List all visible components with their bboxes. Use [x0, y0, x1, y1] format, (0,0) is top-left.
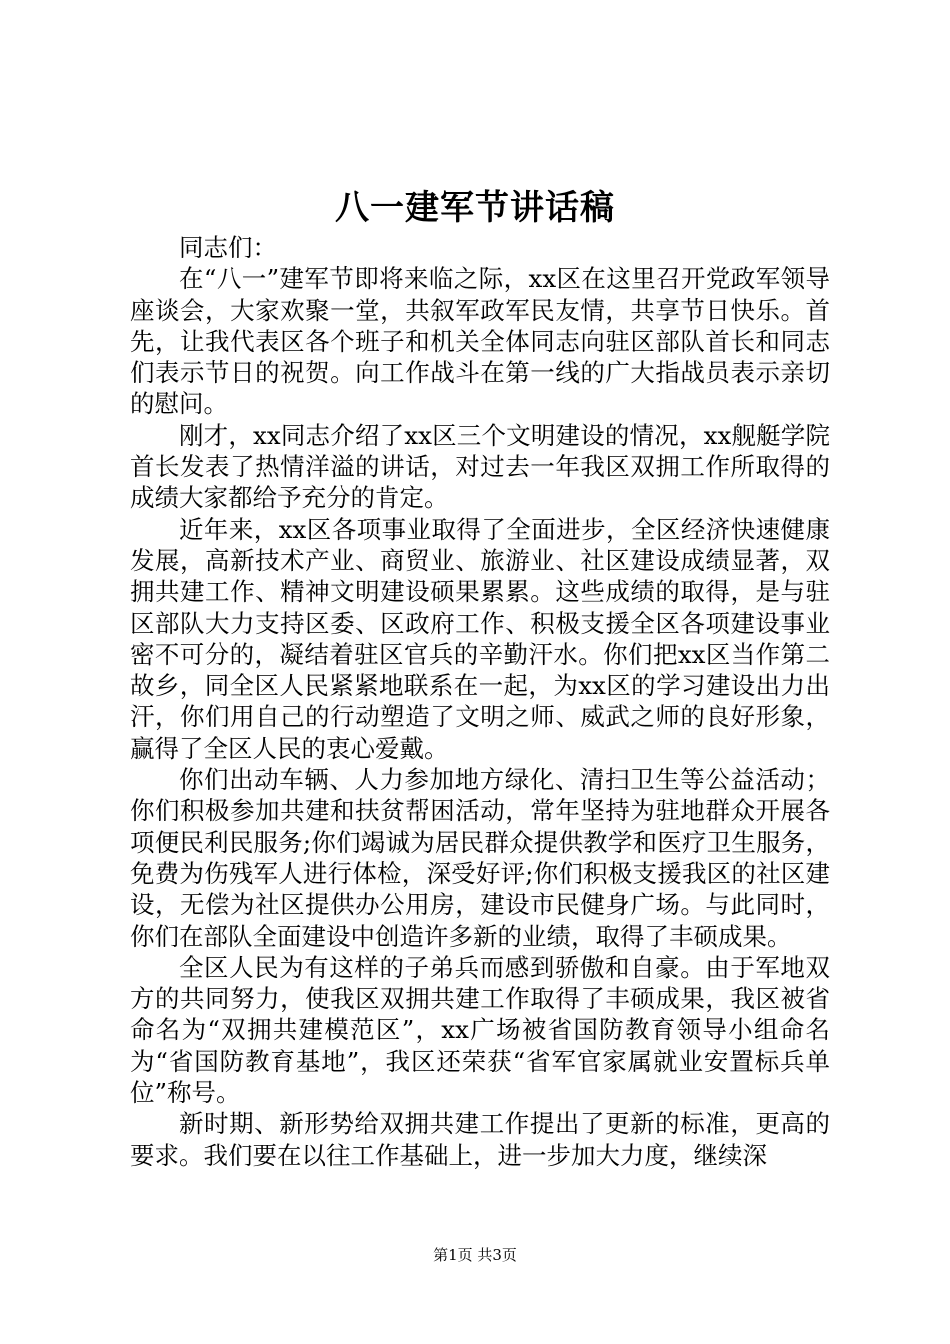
body-paragraph: 你们出动车辆、人力参加地方绿化、清扫卫生等公益活动；你们积极参加共建和扶贫帮困活动，常年坚持为驻地群众开展各项便民利民服务;你们竭诚为居民群众提供教学和医疗卫生服务，免费为伤残军人进行体检，深受好评;你们积极支援我区的社区建设，无偿为社区提供办公用房，建设市民健身广场。与此同时，你们在部队全面建设中创造许多新的业绩，取得了丰硕成果。: [130, 765, 830, 951]
body-paragraph: 刚才，xx同志介绍了xx区三个文明建设的情况，xx舰艇学院首长发表了热情洋溢的讲话，对过去一年我区双拥工作所取得的成绩大家都给予充分的肯定。: [130, 420, 830, 513]
page-number-footer: 第1页 共3页: [433, 1246, 517, 1264]
body-paragraph: 全区人民为有这样的子弟兵而感到骄傲和自豪。由于军地双方的共同努力，使我区双拥共建工作取得了丰硕成果，我区被省命名为“双拥共建模范区”，xx广场被省国防教育领导小组命名为“省国防教育基地”，我区还荣获“省军官家属就业安置标兵单位”称号。: [130, 952, 830, 1108]
body-paragraph: 在“八一”建军节即将来临之际，xx区在这里召开党政军领导座谈会，大家欢聚一堂，共叙军政军民友情，共享节日快乐。首先，让我代表区各个班子和机关全体同志向驻区部队首长和同志们表示节日的祝贺。向工作战斗在第一线的广大指战员表示亲切的慰问。: [130, 264, 830, 419]
salutation-paragraph: 同志们：: [179, 233, 277, 262]
body-paragraph: 新时期、新形势给双拥共建工作提出了更新的标准，更高的要求。我们要在以往工作基础上，进一步加大力度，继续深: [130, 1109, 830, 1170]
document-body: [130, 232, 830, 1171]
document-title: 八一建军节讲话稿: [335, 188, 615, 228]
body-paragraph: 近年来，xx区各项事业取得了全面进步，全区经济快速健康发展，高新技术产业、商贸业、旅游业、社区建设成绩显著，双拥共建工作、精神文明建设硕果累累。这些成绩的取得，是与驻区部队大力支持区委、区政府工作、积极支援全区各项建设事业密不可分的，凝结着驻区官兵的辛勤汗水。你们把xx区当作第二故乡，同全区人民紧紧地联系在一起，为xx区的学习建设出力出汗，你们用自己的行动塑造了文明之师、威武之师的良好形象，赢得了全区人民的衷心爱戴。: [130, 514, 830, 763]
